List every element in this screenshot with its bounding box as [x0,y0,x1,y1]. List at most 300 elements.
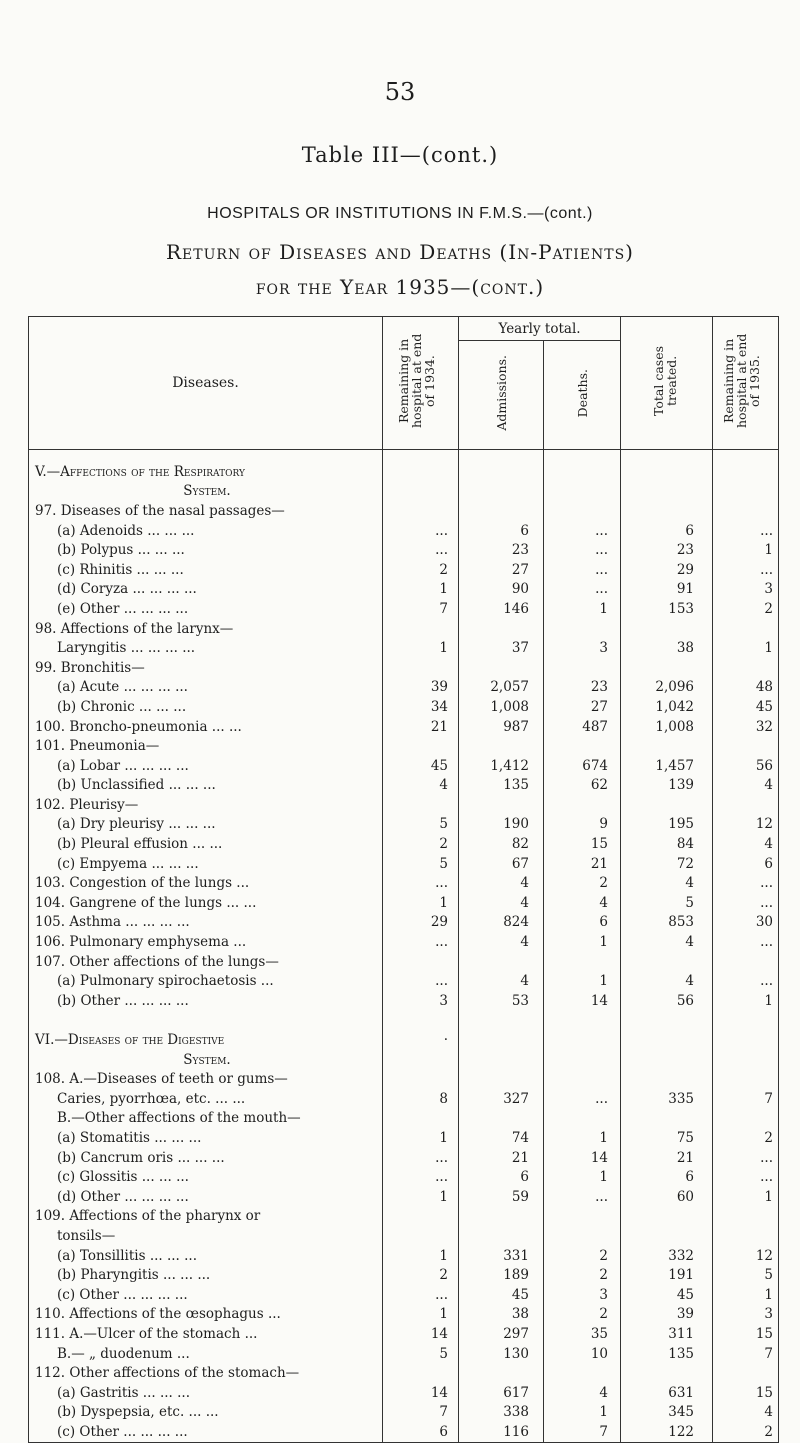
disease-label: (d) Coryza ... ... ... ... [29,580,383,600]
table-row [29,913,779,933]
cell-r1 [383,1207,459,1227]
table-row [29,1305,779,1325]
cell-r2: ... [713,932,779,952]
cell-r2 [713,501,779,521]
cell-tot: 332 [621,1246,713,1266]
cell-tot: 139 [621,776,713,796]
table-body [29,450,779,1443]
cell-r1: ... [383,873,459,893]
cell-tot [621,736,713,756]
cell-r1 [383,619,459,639]
cell-r2 [713,619,779,639]
cell-tot: 29 [621,560,713,580]
cell-tot: 345 [621,1403,713,1423]
table-row [29,1383,779,1403]
cell-r2: 1 [713,638,779,658]
cell-dea: 14 [544,991,621,1011]
cell-adm: 4 [459,873,544,893]
cell-r2: 15 [713,1383,779,1403]
cell-dea: 35 [544,1324,621,1344]
cell-dea [544,736,621,756]
disease-label: (c) Rhinitis ... ... ... [29,560,383,580]
cell-dea [544,1069,621,1089]
cell-r2 [713,1109,779,1129]
disease-label: (b) Pleural effusion ... ... [29,834,383,854]
cell-r1: 1 [383,580,459,600]
cell-adm: 59 [459,1187,544,1207]
cell-r1 [383,482,459,502]
cell-r1: 1 [383,1187,459,1207]
cell-r1 [383,1226,459,1246]
disease-label: (a) Acute ... ... ... ... [29,678,383,698]
cell-r2 [713,1069,779,1089]
subtitle-return: Return of Diseases and Deaths (In-Patients) [166,240,634,264]
cell-r2 [713,795,779,815]
cell-adm [459,1011,544,1031]
cell-tot: 4 [621,932,713,952]
cell-tot: 75 [621,1128,713,1148]
cell-adm: 27 [459,560,544,580]
cell-adm: 90 [459,580,544,600]
cell-r2 [713,952,779,972]
cell-r1: 1 [383,1305,459,1325]
spacer-row [29,450,779,463]
cell-r2 [713,1207,779,1227]
cell-adm [459,462,544,482]
cell-tot: 72 [621,854,713,874]
header-diseases: Diseases. [29,317,383,450]
cell-r2 [713,1363,779,1383]
spacer-cell [713,450,779,463]
cell-r1: 21 [383,717,459,737]
cell-r1 [383,1069,459,1089]
cell-r1: 34 [383,697,459,717]
cell-dea: 15 [544,834,621,854]
table-row [29,1403,779,1423]
cell-r1: 1 [383,893,459,913]
cell-tot: 191 [621,1265,713,1285]
table-row [29,580,779,600]
cell-dea: 3 [544,638,621,658]
cell-r2 [713,658,779,678]
cell-adm: 331 [459,1246,544,1266]
cell-tot: 84 [621,834,713,854]
cell-r2: ... [713,971,779,991]
cell-dea [544,1363,621,1383]
cell-r1: ... [383,1167,459,1187]
spacer-cell [383,450,459,463]
cell-tot: 1,008 [621,717,713,737]
disease-label: 99. Bronchitis— [29,658,383,678]
cell-dea [544,619,621,639]
table-row [29,1285,779,1305]
disease-label: (a) Lobar ... ... ... ... [29,756,383,776]
section-heading: V.—Affections of the Respiratory [29,462,383,482]
table-row [29,560,779,580]
cell-r1: 29 [383,913,459,933]
cell-dea [544,1030,621,1050]
disease-label: (b) Polypus ... ... ... [29,540,383,560]
cell-tot: 2,096 [621,678,713,698]
disease-label: B.—Other affections of the mouth— [29,1109,383,1129]
cell-adm: 1,412 [459,756,544,776]
disease-label: (a) Adenoids ... ... ... [29,521,383,541]
disease-label: (b) Unclassified ... ... ... [29,776,383,796]
header-admissions: Admissions. [459,341,544,450]
cell-tot [621,1363,713,1383]
cell-adm [459,1069,544,1089]
table-row [29,932,779,952]
cell-r2: 45 [713,697,779,717]
cell-tot [621,482,713,502]
cell-tot [621,658,713,678]
header-deaths: Deaths. [544,341,621,450]
cell-adm: 116 [459,1422,544,1442]
disease-label: B.— „ duodenum ... [29,1344,383,1364]
cell-tot: 1,457 [621,756,713,776]
table-row [29,1030,779,1050]
cell-adm [459,1207,544,1227]
disease-label [29,1011,383,1031]
cell-dea: ... [544,580,621,600]
cell-tot [621,795,713,815]
cell-tot: 1,042 [621,697,713,717]
cell-r1: 6 [383,1422,459,1442]
cell-adm [459,501,544,521]
cell-r1: 14 [383,1324,459,1344]
cell-r2: 30 [713,913,779,933]
cell-r2: ... [713,873,779,893]
cell-dea: 6 [544,913,621,933]
cell-r1: 7 [383,1403,459,1423]
cell-r2: 4 [713,776,779,796]
cell-adm: 189 [459,1265,544,1285]
table-row [29,658,779,678]
cell-r1: ... [383,521,459,541]
cell-adm [459,619,544,639]
header-remaining-start: Remaining in hospital at end of 1934. [383,317,459,450]
cell-r1: ... [383,971,459,991]
cell-r1: 5 [383,854,459,874]
cell-dea: 1 [544,599,621,619]
disease-label: Laryngitis ... ... ... ... [29,638,383,658]
table-row [29,795,779,815]
cell-r1 [383,462,459,482]
table-row [29,1050,779,1070]
cell-dea [544,501,621,521]
disease-label: (b) Dyspepsia, etc. ... ... [29,1403,383,1423]
cell-r1: 5 [383,815,459,835]
cell-r2: 3 [713,580,779,600]
cell-tot: 4 [621,873,713,893]
table-row [29,952,779,972]
cell-dea: 2 [544,873,621,893]
table-row [29,1128,779,1148]
cell-adm: 1,008 [459,697,544,717]
cell-r2 [713,736,779,756]
spacer-cell [621,450,713,463]
cell-tot [621,1011,713,1031]
cell-r2 [713,482,779,502]
cell-dea: 1 [544,971,621,991]
section-heading: System. [29,1050,383,1070]
cell-tot [621,952,713,972]
table-row [29,521,779,541]
table-row [29,540,779,560]
cell-adm [459,795,544,815]
cell-tot: 631 [621,1383,713,1403]
cell-tot [621,1226,713,1246]
cell-r2: 3 [713,1305,779,1325]
cell-adm: 37 [459,638,544,658]
cell-r2 [713,1011,779,1031]
cell-adm: 987 [459,717,544,737]
cell-r1 [383,1109,459,1129]
cell-r1 [383,658,459,678]
cell-tot [621,462,713,482]
cell-dea: ... [544,1187,621,1207]
table-row [29,854,779,874]
cell-adm [459,1030,544,1050]
cell-r2: 1 [713,540,779,560]
cell-tot: 6 [621,521,713,541]
cell-dea: ... [544,1089,621,1109]
cell-r1 [383,1050,459,1070]
cell-r2 [713,1050,779,1070]
cell-adm: 2,057 [459,678,544,698]
disease-label: 97. Diseases of the nasal passages— [29,501,383,521]
table-title: Table III—(cont.) [301,143,499,167]
cell-r2: 4 [713,1403,779,1423]
cell-dea [544,462,621,482]
cell-adm: 190 [459,815,544,835]
table-row [29,1324,779,1344]
cell-tot [621,1050,713,1070]
table-row [29,873,779,893]
table-row [29,1265,779,1285]
cell-r2: 2 [713,1422,779,1442]
cell-dea [544,1050,621,1070]
cell-r2: 7 [713,1344,779,1364]
cell-r1 [383,795,459,815]
cell-r1: 14 [383,1383,459,1403]
cell-r2: 56 [713,756,779,776]
cell-r2: 48 [713,678,779,698]
cell-r1: 45 [383,756,459,776]
cell-dea [544,1011,621,1031]
cell-adm: 82 [459,834,544,854]
table-row [29,697,779,717]
cell-adm: 617 [459,1383,544,1403]
cell-adm: 824 [459,913,544,933]
cell-dea: 674 [544,756,621,776]
cell-dea: ... [544,540,621,560]
cell-r1: 5 [383,1344,459,1364]
cell-adm: 146 [459,599,544,619]
disease-label: tonsils— [29,1226,383,1246]
cell-tot: 56 [621,991,713,1011]
table-row [29,815,779,835]
header-remaining-end: Remaining in hospital at end of 1935. [713,317,779,450]
cell-adm: 297 [459,1324,544,1344]
cell-r2: ... [713,1167,779,1187]
cell-adm: 38 [459,1305,544,1325]
cell-r1: 1 [383,638,459,658]
cell-dea: 487 [544,717,621,737]
cell-r2 [713,1030,779,1050]
disease-label: (c) Other ... ... ... ... [29,1285,383,1305]
disease-label: (d) Other ... ... ... ... [29,1187,383,1207]
cell-dea: 62 [544,776,621,796]
disease-label: (a) Stomatitis ... ... ... [29,1128,383,1148]
disease-label: 108. A.—Diseases of teeth or gums— [29,1069,383,1089]
section-heading: System. [29,482,383,502]
cell-tot: 45 [621,1285,713,1305]
disease-label: Caries, pyorrhœa, etc. ... ... [29,1089,383,1109]
cell-tot: 335 [621,1089,713,1109]
cell-tot: 21 [621,1148,713,1168]
cell-tot: 853 [621,913,713,933]
disease-label: 106. Pulmonary emphysema ... [29,932,383,952]
cell-dea: 3 [544,1285,621,1305]
cell-dea: 10 [544,1344,621,1364]
cell-r2: 15 [713,1324,779,1344]
header-yearly-total: Yearly total. [459,317,621,341]
cell-dea: 2 [544,1305,621,1325]
disease-label: 100. Broncho-pneumonia ... ... [29,717,383,737]
cell-tot: 135 [621,1344,713,1364]
cell-r2: 12 [713,1246,779,1266]
table-row [29,971,779,991]
table-row [29,1422,779,1442]
table-row [29,1089,779,1109]
cell-r1: ... [383,1148,459,1168]
spacer-cell [544,450,621,463]
cell-dea: 7 [544,1422,621,1442]
page-number: 53 [384,78,416,106]
diseases-table [28,316,779,1443]
disease-label: 111. A.—Ulcer of the stomach ... [29,1324,383,1344]
cell-r1: 39 [383,678,459,698]
cell-r2: ... [713,893,779,913]
disease-label: (c) Glossitis ... ... ... [29,1167,383,1187]
cell-r1: · [383,1030,459,1050]
cell-tot: 23 [621,540,713,560]
table-row [29,1363,779,1383]
table-row [29,756,779,776]
cell-r2: 1 [713,1187,779,1207]
disease-label: (c) Empyema ... ... ... [29,854,383,874]
cell-r2: 6 [713,854,779,874]
cell-adm [459,658,544,678]
table-row [29,1069,779,1089]
cell-r1: 3 [383,991,459,1011]
cell-adm: 327 [459,1089,544,1109]
cell-adm: 53 [459,991,544,1011]
cell-tot [621,1207,713,1227]
cell-r1 [383,501,459,521]
cell-adm [459,1050,544,1070]
subtitle-year: for the Year 1935—(cont.) [255,275,545,299]
spacer-cell [29,450,383,463]
cell-tot: 311 [621,1324,713,1344]
table-row [29,1187,779,1207]
cell-adm [459,1363,544,1383]
disease-label: (a) Dry pleurisy ... ... ... [29,815,383,835]
cell-r1: 4 [383,776,459,796]
cell-r2: 4 [713,834,779,854]
subtitle-institutions: HOSPITALS OR INSTITUTIONS IN F.M.S.—(cont.) [207,205,593,222]
cell-dea: 1 [544,1128,621,1148]
cell-adm [459,1226,544,1246]
table-row [29,638,779,658]
cell-r1: ... [383,540,459,560]
cell-dea: 4 [544,1383,621,1403]
cell-r1: 2 [383,834,459,854]
cell-r2: 1 [713,991,779,1011]
table-row [29,717,779,737]
cell-tot: 38 [621,638,713,658]
cell-r1 [383,1011,459,1031]
cell-dea [544,1226,621,1246]
cell-adm: 4 [459,932,544,952]
disease-label: (b) Other ... ... ... ... [29,991,383,1011]
table-row [29,1167,779,1187]
disease-label: (b) Cancrum oris ... ... ... [29,1148,383,1168]
table-row [29,619,779,639]
cell-dea: ... [544,560,621,580]
cell-adm: 6 [459,521,544,541]
table-row [29,1207,779,1227]
cell-r2: ... [713,521,779,541]
table-row [29,1344,779,1364]
cell-dea [544,1207,621,1227]
spacer-cell [459,450,544,463]
cell-dea [544,952,621,972]
cell-r2: ... [713,1148,779,1168]
cell-adm: 21 [459,1148,544,1168]
section-heading: VI.—Diseases of the Digestive [29,1030,383,1050]
table-row [29,678,779,698]
table-row [29,462,779,482]
cell-dea: 23 [544,678,621,698]
cell-adm: 4 [459,971,544,991]
cell-r2: ... [713,560,779,580]
cell-dea: ... [544,521,621,541]
table-row [29,501,779,521]
table-row [29,991,779,1011]
disease-label: 112. Other affections of the stomach— [29,1363,383,1383]
cell-dea: 9 [544,815,621,835]
cell-tot: 6 [621,1167,713,1187]
cell-dea [544,795,621,815]
disease-label: (b) Pharyngitis ... ... ... [29,1265,383,1285]
cell-tot [621,619,713,639]
cell-r2 [713,462,779,482]
cell-r2: 1 [713,1285,779,1305]
cell-dea: 2 [544,1246,621,1266]
disease-label: (a) Tonsillitis ... ... ... [29,1246,383,1266]
cell-r1: 1 [383,1128,459,1148]
cell-tot: 91 [621,580,713,600]
cell-adm [459,736,544,756]
cell-adm: 67 [459,854,544,874]
table-row [29,1226,779,1246]
cell-tot: 60 [621,1187,713,1207]
table-row [29,599,779,619]
cell-r1: ... [383,1285,459,1305]
cell-tot: 39 [621,1305,713,1325]
